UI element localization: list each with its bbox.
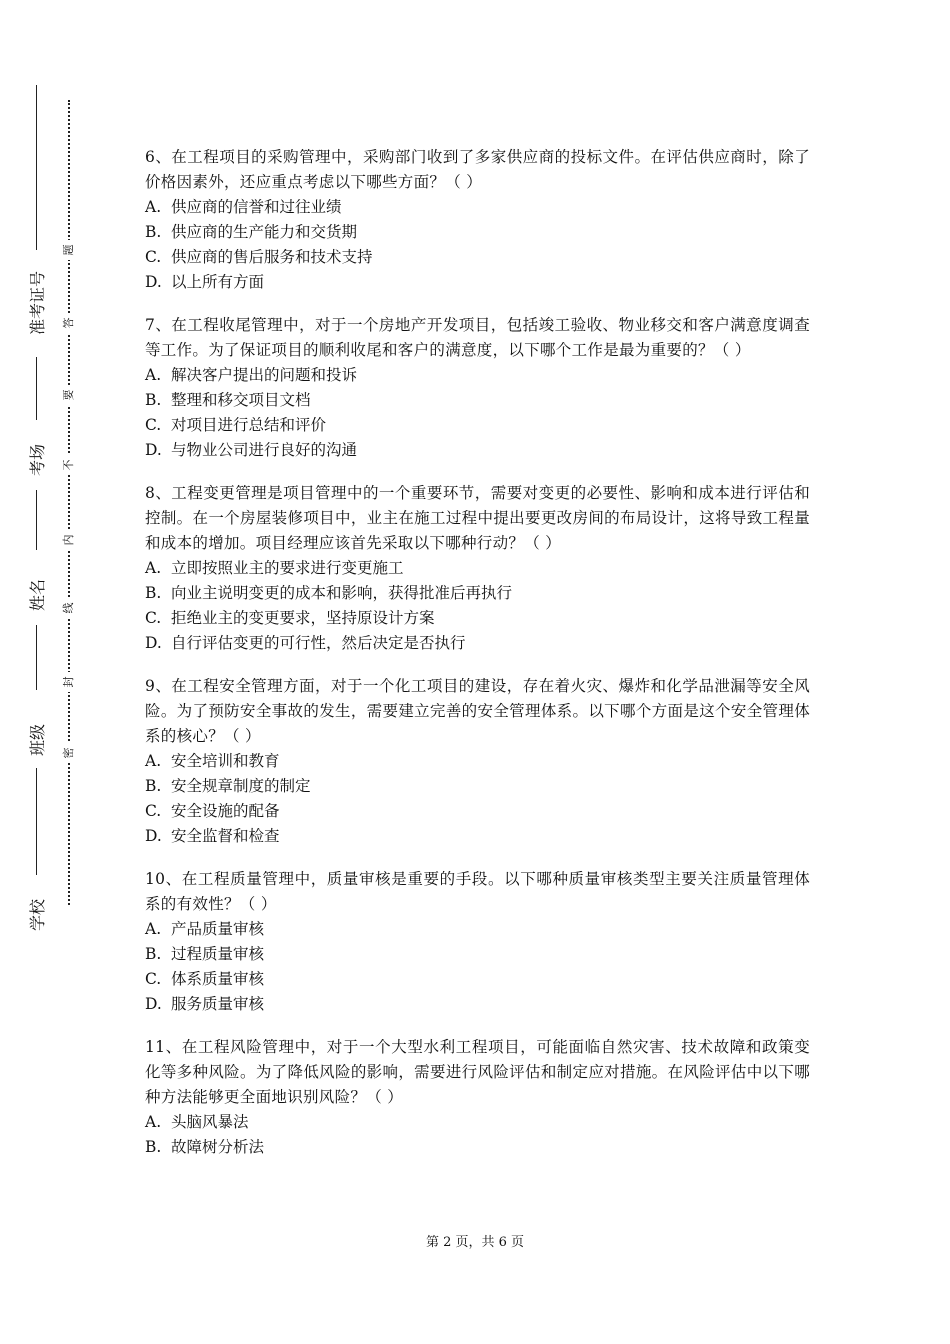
question-11 (145, 1035, 810, 1160)
exam-room-blank-line (36, 490, 37, 550)
question-stem: 9、在工程安全管理方面，对于一个化工项目的建设，存在着火灾、爆炸和化学品泄漏等安全风险。为了预防安全事故的发生，需要建立完善的安全管理体系。以下哪个方面是这个安全管理体系的核心？（ ） (145, 677, 810, 745)
option-b: B. 故障树分析法 (145, 1138, 265, 1156)
option-c: C. 拒绝业主的变更要求，坚持原设计方案 (145, 609, 435, 627)
question-8 (145, 481, 810, 656)
option-d: D. 服务质量审核 (145, 995, 265, 1013)
name-blank-line (36, 625, 37, 690)
option-d: D. 安全监督和检查 (145, 827, 280, 845)
admission-number-top-line (36, 85, 37, 250)
option-d: D. 与物业公司进行良好的沟通 (145, 441, 358, 459)
question-6 (145, 145, 810, 295)
question-10 (145, 867, 810, 1017)
option-a: A. 产品质量审核 (145, 920, 265, 938)
option-b: B. 安全规章制度的制定 (145, 777, 311, 795)
option-c: C. 供应商的售后服务和技术支持 (145, 248, 373, 266)
option-b: B. 向业主说明变更的成本和影响，获得批准后再执行 (145, 584, 513, 602)
seal-char: 不 (58, 455, 78, 475)
class-field (22, 690, 46, 840)
question-9 (145, 674, 810, 849)
page-number: 第 2 页，共 6 页 (425, 1235, 525, 1250)
option-a: A. 头脑风暴法 (145, 1113, 249, 1131)
seal-char: 密 (58, 743, 78, 763)
name-field (22, 550, 46, 690)
question-stem: 6、在工程项目的采购管理中，采购部门收到了多家供应商的投标文件。在评估供应商时，除了价格因素外，还应重点考虑以下哪些方面？（ ） (145, 148, 810, 191)
option-a: A. 供应商的信誉和过往业绩 (145, 198, 342, 216)
option-c: C. 安全设施的配备 (145, 802, 280, 820)
option-a: A. 安全培训和教育 (145, 752, 280, 770)
option-d: D. 以上所有方面 (145, 273, 265, 291)
option-c: C. 对项目进行总结和评价 (145, 416, 327, 434)
option-a: A. 立即按照业主的要求进行变更施工 (145, 559, 404, 577)
seal-char: 要 (58, 385, 78, 405)
name-label: 姓名 (27, 578, 47, 611)
question-stem: 10、在工程质量管理中，质量审核是重要的手段。以下哪种质量审核类型主要关注质量管理体系的有效性？（ ） (145, 870, 810, 913)
question-stem: 7、在工程收尾管理中，对于一个房地产开发项目，包括竣工验收、物业移交和客户满意度调查等工作。为了保证项目的顺利收尾和客户的满意度，以下哪个工作是最为重要的？（ ） (145, 316, 810, 359)
admission-number-label: 准考证号 (27, 270, 47, 335)
option-b: B. 供应商的生产能力和交货期 (145, 223, 358, 241)
admission-number-field (22, 85, 46, 420)
option-b: B. 过程质量审核 (145, 945, 265, 963)
school-field (22, 840, 46, 930)
option-d: D. 自行评估变更的可行性，然后决定是否执行 (145, 634, 466, 652)
option-a: A. 解决客户提出的问题和投诉 (145, 366, 358, 384)
seal-char: 题 (58, 240, 78, 260)
seal-char: 答 (58, 313, 78, 333)
school-blank-line (36, 840, 37, 875)
seal-char: 线 (58, 598, 78, 618)
question-stem: 8、工程变更管理是项目管理中的一个重要环节，需要对变更的必要性、影响和成本进行评估和控制。在一个房屋装修项目中，业主在施工过程中提出要更改房间的布局设计，这将导致工程量和成本的增加。项目经理应该首先采取以下哪种行动？（ ） (145, 484, 810, 552)
question-list (145, 145, 810, 1178)
option-c: C. 体系质量审核 (145, 970, 265, 988)
binding-margin (0, 0, 60, 1344)
class-blank-line (36, 768, 37, 840)
question-stem: 11、在工程风险管理中，对于一个大型水利工程项目，可能面临自然灾害、技术故障和政策变化等多种风险。为了降低风险的影响，需要进行风险评估和制定应对措施。在风险评估中以下哪种方法能够更全面地识别风险？（ ） (145, 1038, 810, 1106)
question-7 (145, 313, 810, 463)
class-label: 班级 (27, 723, 47, 756)
admission-number-blank-line (36, 357, 37, 420)
seal-char: 内 (58, 530, 78, 550)
seal-dotted-line (68, 100, 70, 905)
school-label: 学校 (27, 898, 47, 931)
seal-char: 封 (58, 672, 78, 692)
option-b: B. 整理和移交项目文档 (145, 391, 311, 409)
exam-room-label: 考场 (27, 443, 47, 476)
exam-room-field (22, 420, 46, 550)
